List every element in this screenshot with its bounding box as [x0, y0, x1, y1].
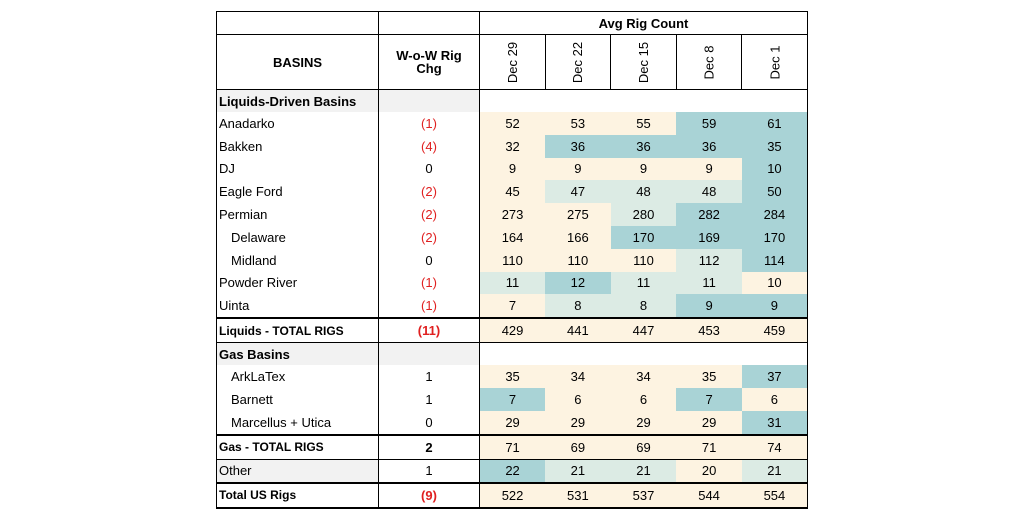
blank-header-cell [379, 12, 480, 35]
rig-count-cell: 114 [742, 249, 808, 272]
week-header-cell [676, 35, 742, 90]
wow-change-value: 1 [379, 459, 480, 483]
total-row [217, 318, 808, 343]
rig-count-cell: 34 [545, 365, 611, 388]
wow-change-value: 1 [379, 365, 480, 388]
rig-count-cell: 6 [545, 388, 611, 411]
wow-change-value: 2 [379, 435, 480, 460]
rig-count-cell: 50 [742, 180, 808, 203]
basin-name: Eagle Ford [217, 180, 379, 203]
rig-count-cell: 52 [480, 112, 546, 135]
rig-count-cell: 29 [545, 411, 611, 435]
rig-count-cell: 6 [742, 388, 808, 411]
wow-change-value: 0 [379, 249, 480, 272]
rig-count-cell: 22 [480, 459, 546, 483]
rig-count-cell: 282 [676, 203, 742, 226]
rig-count-cell: 10 [742, 272, 808, 295]
basin-name: Bakken [217, 135, 379, 158]
basin-row [217, 272, 808, 295]
section-blank [379, 90, 480, 113]
rig-count-cell: 9 [676, 158, 742, 181]
rig-count-cell: 164 [480, 226, 546, 249]
rig-count-cell: 284 [742, 203, 808, 226]
rig-count-cell: 31 [742, 411, 808, 435]
wow-change-value: 0 [379, 411, 480, 435]
section-title: Liquids-Driven Basins [217, 90, 379, 113]
rig-count-cell: 537 [611, 483, 677, 508]
basin-row [217, 365, 808, 388]
rig-count-cell: 32 [480, 135, 546, 158]
rig-count-cell: 12 [545, 272, 611, 295]
rig-count-cell: 7 [480, 294, 546, 318]
rig-count-cell: 11 [480, 272, 546, 295]
section-blank [480, 90, 808, 113]
grand-total-row [217, 483, 808, 508]
rig-count-cell: 554 [742, 483, 808, 508]
rig-count-cell: 273 [480, 203, 546, 226]
basin-name: Powder River [217, 272, 379, 295]
basin-row [217, 135, 808, 158]
week-header-cell [545, 35, 611, 90]
basin-name: Marcellus + Utica [217, 411, 379, 435]
rig-count-cell: 69 [611, 435, 677, 460]
rig-count-cell: 35 [480, 365, 546, 388]
rig-count-cell: 9 [545, 158, 611, 181]
week-label: Dec 15 [635, 41, 651, 83]
basin-name: Barnett [217, 388, 379, 411]
avg-rig-count-header: Avg Rig Count [480, 12, 808, 35]
wow-change-value: (11) [379, 318, 480, 343]
wow-change-value: (1) [379, 272, 480, 295]
basin-name: Delaware [217, 226, 379, 249]
week-label: Dec 1 [767, 45, 783, 79]
basin-row [217, 203, 808, 226]
rig-count-cell: 522 [480, 483, 546, 508]
basin-name: ArkLaTex [217, 365, 379, 388]
basin-row [217, 158, 808, 181]
rig-count-table [216, 11, 808, 509]
rig-count-cell: 275 [545, 203, 611, 226]
rig-count-cell: 29 [611, 411, 677, 435]
rig-count-cell: 112 [676, 249, 742, 272]
rig-count-cell: 10 [742, 158, 808, 181]
section-blank [480, 343, 808, 366]
week-label: Dec 29 [504, 41, 520, 83]
basin-name: Total US Rigs [217, 483, 379, 508]
wow-change-value: (2) [379, 226, 480, 249]
basin-name: Liquids - TOTAL RIGS [217, 318, 379, 343]
rig-count-cell: 544 [676, 483, 742, 508]
rig-count-cell: 29 [676, 411, 742, 435]
rig-count-cell: 459 [742, 318, 808, 343]
rig-count-cell: 531 [545, 483, 611, 508]
rig-count-cell: 61 [742, 112, 808, 135]
basin-row [217, 411, 808, 435]
basin-name: Permian [217, 203, 379, 226]
basin-name: Midland [217, 249, 379, 272]
rig-count-cell: 170 [611, 226, 677, 249]
section-blank [379, 343, 480, 366]
rig-count-cell: 9 [676, 294, 742, 318]
rig-count-cell: 69 [545, 435, 611, 460]
week-label: Dec 8 [701, 45, 717, 79]
rig-count-cell: 170 [742, 226, 808, 249]
rig-count-cell: 280 [611, 203, 677, 226]
basin-row [217, 112, 808, 135]
rig-count-cell: 47 [545, 180, 611, 203]
wow-change-header [379, 35, 480, 90]
rig-count-cell: 441 [545, 318, 611, 343]
basin-name: Other [217, 459, 379, 483]
basin-row [217, 226, 808, 249]
rig-count-cell: 34 [611, 365, 677, 388]
basin-name: Anadarko [217, 112, 379, 135]
wow-change-value: (2) [379, 180, 480, 203]
wow-header-line1: W-o-W Rig [396, 48, 462, 63]
rig-count-cell: 447 [611, 318, 677, 343]
rig-count-cell: 11 [611, 272, 677, 295]
rig-count-cell: 11 [676, 272, 742, 295]
rig-count-cell: 35 [676, 365, 742, 388]
rig-count-cell: 429 [480, 318, 546, 343]
rig-count-cell: 36 [676, 135, 742, 158]
wow-change-value: 0 [379, 158, 480, 181]
blank-header-cell [217, 12, 379, 35]
wow-change-value: (9) [379, 483, 480, 508]
rig-count-cell: 29 [480, 411, 546, 435]
wow-header-line2: Chg [416, 61, 442, 76]
rig-count-cell: 37 [742, 365, 808, 388]
basin-row [217, 249, 808, 272]
rig-count-cell: 20 [676, 459, 742, 483]
rig-count-cell: 110 [480, 249, 546, 272]
basin-row [217, 294, 808, 318]
rig-count-cell: 59 [676, 112, 742, 135]
rig-count-cell: 7 [676, 388, 742, 411]
rig-count-cell: 8 [545, 294, 611, 318]
rig-count-cell: 71 [480, 435, 546, 460]
rig-count-cell: 9 [742, 294, 808, 318]
basin-name: DJ [217, 158, 379, 181]
wow-change-value: (1) [379, 112, 480, 135]
other-row [217, 459, 808, 483]
basin-name: Gas - TOTAL RIGS [217, 435, 379, 460]
basin-name: Uinta [217, 294, 379, 318]
basins-header: BASINS [217, 35, 379, 90]
rig-count-cell: 36 [611, 135, 677, 158]
rig-count-cell: 169 [676, 226, 742, 249]
wow-change-value: (4) [379, 135, 480, 158]
rig-count-cell: 21 [545, 459, 611, 483]
rig-count-cell: 55 [611, 112, 677, 135]
rig-count-cell: 110 [545, 249, 611, 272]
rig-count-cell: 36 [545, 135, 611, 158]
rig-count-cell: 45 [480, 180, 546, 203]
wow-change-value: (2) [379, 203, 480, 226]
rig-count-cell: 71 [676, 435, 742, 460]
rig-count-cell: 110 [611, 249, 677, 272]
total-row [217, 435, 808, 460]
rig-count-cell: 8 [611, 294, 677, 318]
week-header-cell [480, 35, 546, 90]
rig-count-cell: 9 [611, 158, 677, 181]
rig-count-cell: 35 [742, 135, 808, 158]
rig-count-cell: 21 [742, 459, 808, 483]
rig-count-cell: 48 [611, 180, 677, 203]
section-row [217, 90, 808, 113]
wow-change-value: 1 [379, 388, 480, 411]
week-header-cell [742, 35, 808, 90]
section-row [217, 343, 808, 366]
wow-change-value: (1) [379, 294, 480, 318]
rig-count-cell: 48 [676, 180, 742, 203]
section-title: Gas Basins [217, 343, 379, 366]
rig-count-cell: 166 [545, 226, 611, 249]
rig-count-cell: 53 [545, 112, 611, 135]
basin-row [217, 388, 808, 411]
rig-count-cell: 7 [480, 388, 546, 411]
week-header-cell [611, 35, 677, 90]
rig-count-cell: 9 [480, 158, 546, 181]
rig-count-cell: 453 [676, 318, 742, 343]
basin-row [217, 180, 808, 203]
rig-count-cell: 21 [611, 459, 677, 483]
week-label: Dec 22 [570, 41, 586, 83]
rig-count-cell: 6 [611, 388, 677, 411]
rig-count-cell: 74 [742, 435, 808, 460]
